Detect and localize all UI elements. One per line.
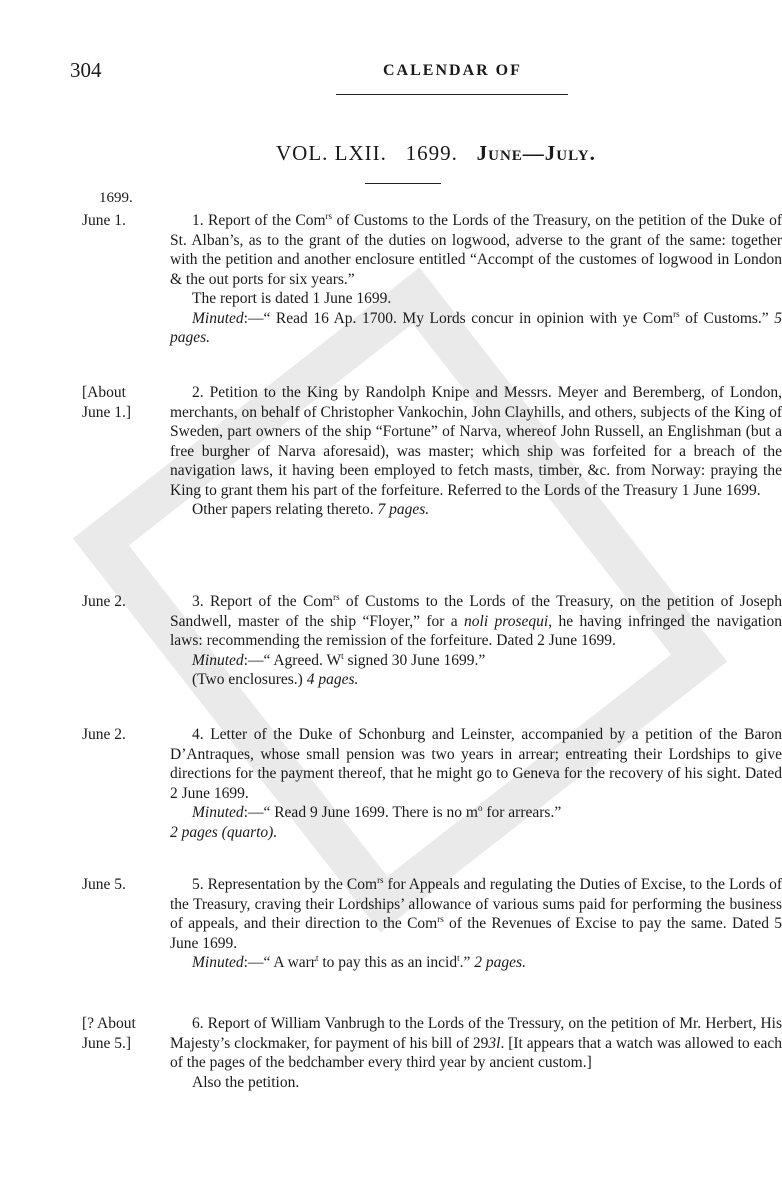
entry-minute: Minuted:—“ Read 9 June 1699. There is no $m^o$ for arrears.” xyxy=(192,803,562,821)
entry-body xyxy=(170,211,782,348)
entry-note: The report is dated 1 June 1699. xyxy=(192,290,392,307)
volume-months: June—July. xyxy=(476,141,596,165)
entry-text: 2. Petition to the King by Randolph Knipe and Messrs. Meyer and Beremberg, of London, merchants, on behalf of Christopher Vankochin, John Clayhills, and others, subjects of the King of Sweden, part owners of the ship “Fortune” of Narva, whereof John Russell, an Englishman (but a free burgher of Narva aforesaid), was master; which ship was forfeited for a breach of the navigation laws, it having been employed to fetch masts, timber, &c. from Norway: praying the King to grant them his part of the forfeiture. Referred to the Lords of the Treasury 1 June 1699. xyxy=(170,384,782,499)
entry-note: Also the petition. xyxy=(192,1073,300,1091)
entry-date: June 2. xyxy=(82,726,126,743)
entry-text: 1. Report of the Com$^{rs}$ of Customs to the Lords of the Treasury, on the petition of the Duke of St. Alban’s, as to the grant of the duties on logwood, adverse to the grant of the same: together with the petition and another enclosure entitled “Accompt of the customes of logwood in London & the out ports for six years.” xyxy=(170,211,782,288)
running-title: CALENDAR OF xyxy=(383,62,522,79)
entry-minute: Minuted:—“ Agreed. $W^t$ signed 30 June 1699.” xyxy=(192,650,486,669)
entry-minute: Minuted:—“ A warr$^t$ to pay this as an incid$^t$.” 2 pages. xyxy=(192,953,526,971)
volume-title xyxy=(276,141,596,166)
entry-date: [About June 1.] xyxy=(82,384,132,421)
entry-text: 4. Letter of the Duke of Schonburg and Leinster, accompanied by a petition of the Baron D’Antraques, whose small pension was two years in arrear; entreating their Lordships to give directions for the payment thereof, that he might go to Geneva for the recovery of his sight. Dated 2 June 1699. xyxy=(170,726,782,802)
entry-body xyxy=(170,1014,782,1092)
entry-text: 5. Representation by the Com$^{rs}$ for Appeals and regulating the Duties of Excise, to the Lords of the Treasury, craving their Lordships’ allowance of various sums paid for performing the business of appeals, and their direction to the Com$^{rs}$ of the Revenues of Excise to pay the same. Dated 5 June 1699. xyxy=(170,875,782,952)
entry-date: June 5. xyxy=(82,876,126,893)
entry-date: [? About June 5.] xyxy=(82,1015,136,1052)
entry-date: June 2. xyxy=(82,593,126,610)
title-rule xyxy=(365,183,441,184)
volume-year: 1699. xyxy=(405,141,458,165)
volume-number: VOL. LXII. xyxy=(276,141,387,165)
entry-text: 6. Report of William Vanbrugh to the Lords of the Tressury, on the petition of Mr. Herbert, His Majesty’s clockmaker, for payment of his bill of 293l. [It appears that a watch was allowed to each of the pages of the bedchamber every third year by ancient custom.] xyxy=(170,1015,782,1071)
entry-body xyxy=(170,383,782,520)
entry-minute: Minuted:—“ Read 16 Ap. 1700. My Lords concur in opinion with ye Com$^{rs}$ of Customs.” 5 pages. xyxy=(170,308,782,346)
entry-body xyxy=(170,875,782,973)
entry-date: June 1. xyxy=(82,212,126,229)
page-number: 304 xyxy=(70,58,102,82)
entry-note: Other papers relating thereto. 7 pages. xyxy=(192,501,430,518)
entry-text: 3. Report of the Com$^{rs}$ of Customs to the Lords of the Treasury, on the petition of Joseph Sandwell, master of the ship “Floyer,” for a noli prosequi, he having infringed the navigation laws: recommending the remission of the forfeiture. Dated 2 June 1699. xyxy=(170,592,782,649)
entry-body xyxy=(170,592,782,690)
year-marker: 1699. xyxy=(99,190,133,206)
entry-note: 2 pages (quarto). xyxy=(170,823,278,841)
entry-note: (Two enclosures.) 4 pages. xyxy=(192,671,359,688)
entry-body xyxy=(170,725,782,842)
header-rule xyxy=(336,94,568,95)
